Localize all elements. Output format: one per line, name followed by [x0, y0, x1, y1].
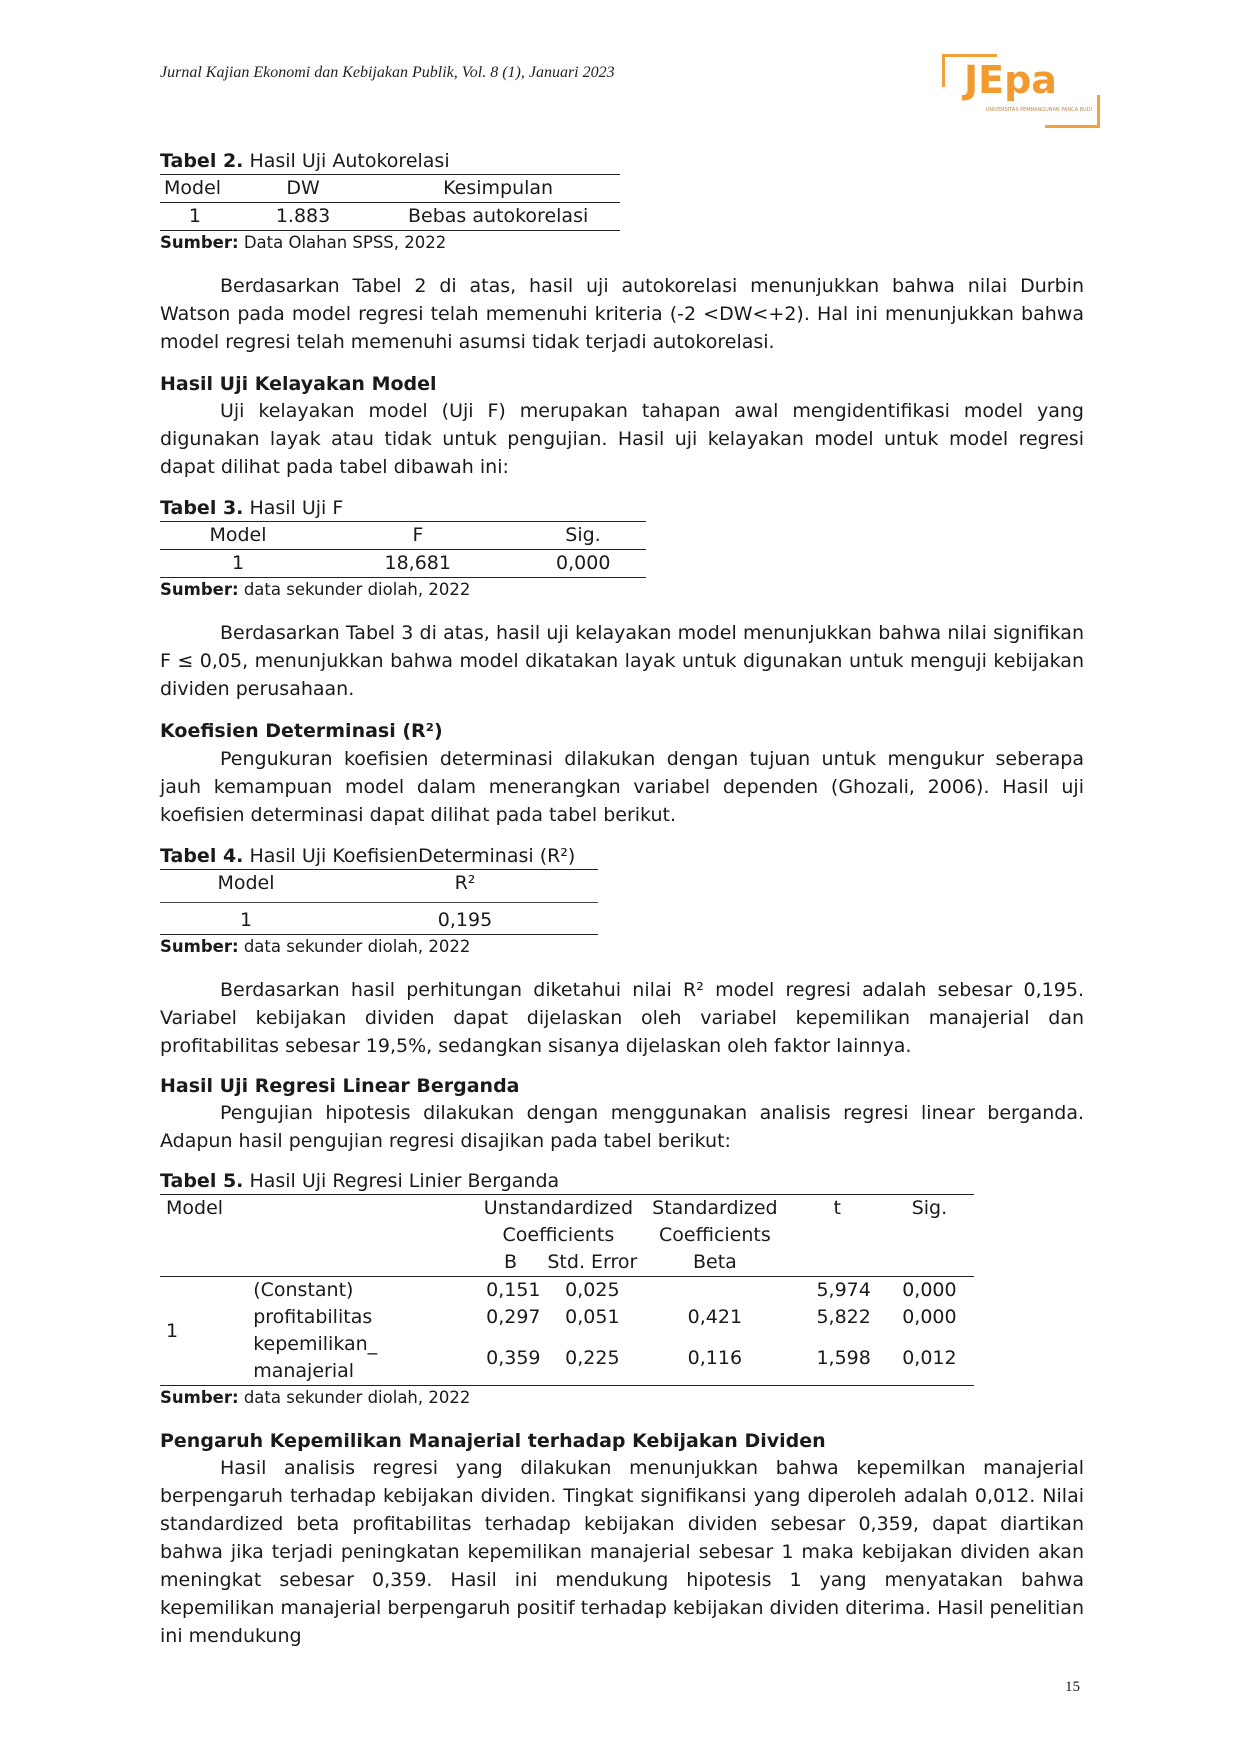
paragraph-text: Berdasarkan hasil perhitungan diketahui nilai R² model regresi adalah sebesar 0,195. Variabel kebijakan dividen dapat dijelaskan oleh variabel kepemilikan manajerial dan profitabilitas sebesar 19,5%, sedangkan sisanya dijelaskan oleh faktor lainnya. — [160, 979, 1084, 1057]
table5-header-empty — [253, 1222, 476, 1249]
table2-cell: 1 — [160, 203, 230, 231]
table5-var-name: (Constant) — [253, 1277, 476, 1305]
paragraph-text: Berdasarkan Tabel 3 di atas, hasil uji kelayakan model menunjukkan bahwa nilai signifikan F ≤ 0,05, menunjukkan bahwa model dikatakan layak untuk digunakan untuk menguji kebijakan dividen perusahaan. — [160, 622, 1084, 700]
table4-caption-label: Tabel 4. — [160, 845, 244, 867]
heading-regresi — [160, 1073, 1084, 1099]
table5-cell-t: 1,598 — [790, 1331, 885, 1386]
table4-cell: 0,195 — [332, 903, 598, 935]
table5-header-spacer — [253, 1195, 476, 1223]
table5-header-row — [160, 1195, 974, 1223]
table5-caption-label: Tabel 5. — [160, 1170, 244, 1192]
table2-header-cell: Kesimpulan — [376, 175, 620, 203]
source-text: data sekunder diolah, 2022 — [243, 937, 471, 956]
paragraph-text: Berdasarkan Tabel 2 di atas, hasil uji autokorelasi menunjukkan bahwa nilai Durbin Watson pada model regresi telah memenuhi kriteria (-2 <DW<+2). Hal ini menunjukkan bahwa model regresi telah memenuhi asumsi tidak terjadi autokorelasi. — [160, 275, 1084, 353]
table5-var-name-line1: kepemilikan_ — [253, 1333, 378, 1355]
source-label: Sumber: — [160, 233, 239, 252]
table5-header-empty — [253, 1249, 476, 1277]
table5-cell-sig: 0,012 — [885, 1331, 974, 1386]
table5-cell-beta: 0,421 — [687, 1306, 743, 1328]
table2-caption-label: Tabel 2. — [160, 150, 244, 172]
logo-text: JEpa — [964, 58, 1057, 102]
table5-header-model: Model — [160, 1195, 253, 1223]
table4-caption — [160, 843, 1084, 869]
table5-header-empty — [885, 1249, 974, 1277]
source-label: Sumber: — [160, 580, 239, 599]
table5-cell-b: 0,297 — [486, 1306, 541, 1328]
table5-cell-t: 5,822 — [816, 1306, 871, 1328]
heading-kelayakan-model — [160, 371, 1084, 397]
table5-cell-se: 0,225 — [545, 1331, 641, 1386]
table3-header-row — [160, 522, 646, 550]
table4 — [160, 869, 598, 935]
table3 — [160, 521, 646, 578]
heading-pengaruh — [160, 1428, 1084, 1454]
table5-header-empty — [790, 1249, 885, 1277]
table3-cell: 1 — [160, 550, 316, 578]
table2-header-cell: DW — [230, 175, 376, 203]
table5-cell-se: 0,051 — [565, 1306, 620, 1328]
section-heading: Hasil Uji Regresi Linear Berganda — [160, 1075, 520, 1097]
table3-header-cell: Model — [160, 522, 316, 550]
table3-header-cell: F — [316, 522, 520, 550]
table2-source — [160, 231, 1084, 255]
paragraph-uji-f — [160, 619, 1084, 703]
paragraph-text: Uji kelayakan model (Uji F) merupakan tahapan awal mengidentifikasi model yang digunakan layak atau tidak untuk pengujian. Hasil uji kelayakan model untuk model regresi dapat dilihat pada tabel dibawah ini: — [160, 400, 1084, 478]
table5-var-name-line2: manajerial — [253, 1358, 476, 1386]
table5-header-empty — [160, 1249, 253, 1277]
table5-var-name: profitabilitas — [253, 1306, 373, 1328]
table3-source — [160, 578, 1084, 602]
paragraph-r-squared — [160, 976, 1084, 1060]
table2-header-row — [160, 175, 620, 203]
table4-cell: 1 — [160, 903, 332, 935]
table5-header-row-2 — [160, 1222, 974, 1249]
journal-logo — [942, 54, 1100, 128]
section-heading: Hasil Uji Kelayakan Model — [160, 373, 437, 395]
table3-caption — [160, 495, 1084, 521]
table5-header-unstd: Unstandardized — [477, 1195, 641, 1223]
source-label: Sumber: — [160, 937, 239, 956]
page-number: 15 — [1065, 1679, 1080, 1695]
table4-caption-text: Hasil Uji KoefisienDeterminasi (R²) — [249, 845, 576, 867]
table3-header-cell: Sig. — [520, 522, 646, 550]
heading-koefisien-determinasi — [160, 718, 1084, 744]
table5-header-row-3 — [160, 1249, 974, 1277]
table5-cell-b: 0,359 — [477, 1331, 545, 1386]
table5-caption — [160, 1168, 1084, 1194]
table5-cell-b: 0,151 — [477, 1277, 545, 1305]
paragraph-pengaruh — [160, 1454, 1084, 1650]
section-heading: Pengaruh Kepemilikan Manajerial terhadap Kebijakan Dividen — [160, 1430, 826, 1452]
table2-block — [160, 148, 1084, 255]
paragraph-kelayakan — [160, 397, 1084, 481]
table-row — [160, 1304, 974, 1331]
table4-block — [160, 843, 1084, 959]
table-row — [160, 550, 646, 578]
section-heading: Koefisien Determinasi (R²) — [160, 720, 443, 742]
table3-caption-label: Tabel 3. — [160, 497, 244, 519]
table2-cell: 1.883 — [230, 203, 376, 231]
table4-source — [160, 935, 1084, 959]
table5-header-empty — [885, 1222, 974, 1249]
table2-cell: Bebas autokorelasi — [376, 203, 620, 231]
table5-model-cell: 1 — [160, 1277, 253, 1386]
paragraph-autokorelasi — [160, 272, 1084, 356]
table5-cell-beta — [640, 1277, 789, 1305]
table5-header-unstd-2: Coefficients — [502, 1224, 615, 1246]
table5 — [160, 1194, 974, 1386]
table3-caption-text: Hasil Uji F — [249, 497, 344, 519]
paragraph-text: Pengukuran koefisien determinasi dilakukan dengan tujuan untuk mengukur seberapa jauh kemampuan model dalam menerangkan variabel dependen (Ghozali, 2006). Hasil uji koefisien determinasi dapat dilihat pada tabel berikut. — [160, 748, 1084, 826]
table4-header-row — [160, 870, 598, 903]
paragraph-regresi — [160, 1099, 1084, 1155]
table3-cell: 18,681 — [316, 550, 520, 578]
table4-header-cell: Model — [160, 870, 332, 903]
source-text: data sekunder diolah, 2022 — [243, 580, 471, 599]
table5-cell-t: 5,974 — [790, 1277, 885, 1305]
table4-header-cell: R² — [332, 870, 598, 903]
table3-cell: 0,000 — [520, 550, 646, 578]
table5-block — [160, 1168, 1084, 1410]
paragraph-text: Pengujian hipotesis dilakukan dengan menggunakan analisis regresi linear berganda. Adapun hasil pengujian regresi disajikan pada tabel berikut: — [160, 1102, 1084, 1152]
table2-caption — [160, 148, 1084, 174]
table-row — [160, 903, 598, 935]
table5-header-b: B — [504, 1251, 518, 1273]
table5-header-t: t — [790, 1195, 885, 1223]
logo-subtext: UNIVERSITAS PEMBANGUNAN PANCA BUDI — [985, 107, 1092, 113]
table2-caption-text: Hasil Uji Autokorelasi — [249, 150, 450, 172]
table5-cell-se: 0,025 — [545, 1277, 641, 1305]
table-row — [160, 1277, 974, 1305]
table5-cell-sig: 0,000 — [902, 1306, 957, 1328]
table-row — [160, 1331, 974, 1358]
table5-header-std: Standardized — [640, 1195, 789, 1223]
table5-source — [160, 1386, 1084, 1410]
source-label: Sumber: — [160, 1388, 239, 1407]
table5-cell-sig: 0,000 — [885, 1277, 974, 1305]
table-row — [160, 203, 620, 231]
table3-block — [160, 495, 1084, 602]
table5-header-sig: Sig. — [885, 1195, 974, 1223]
table2 — [160, 174, 620, 231]
paragraph-determinasi — [160, 745, 1084, 829]
table2-header-cell: Model — [160, 175, 230, 203]
paragraph-text: Hasil analisis regresi yang dilakukan menunjukkan bahwa kepemilkan manajerial berpengaruh terhadap kebijakan dividen. Tingkat signifikansi yang diperoleh adalah 0,012. Nilai standardized beta profitabilitas terhadap kebijakan dividen sebesar 0,359, dapat diartikan bahwa jika terjadi peningkatan kepemilikan manajerial sebesar 1 maka kebijakan dividen akan meningkat sebesar 0,359. Hasil ini mendukung hipotesis 1 yang menyatakan bahwa kepemilikan manajerial berpengaruh positif terhadap kebijakan dividen diterima. Hasil penelitian ini mendukung — [160, 1457, 1084, 1647]
running-head: Jurnal Kajian Ekonomi dan Kebijakan Publik, Vol. 8 (1), Januari 2023 — [160, 64, 615, 81]
table5-cell-beta: 0,116 — [640, 1331, 789, 1386]
source-text: Data Olahan SPSS, 2022 — [243, 233, 447, 252]
table5-header-empty — [790, 1222, 885, 1249]
table5-header-empty — [160, 1222, 253, 1249]
table5-caption-text: Hasil Uji Regresi Linier Berganda — [249, 1170, 560, 1192]
table5-header-std-2: Coefficients — [659, 1224, 771, 1246]
table5-header-beta: Beta — [692, 1251, 737, 1273]
source-text: data sekunder diolah, 2022 — [243, 1388, 471, 1407]
table5-header-se: Std. Error — [547, 1251, 638, 1273]
